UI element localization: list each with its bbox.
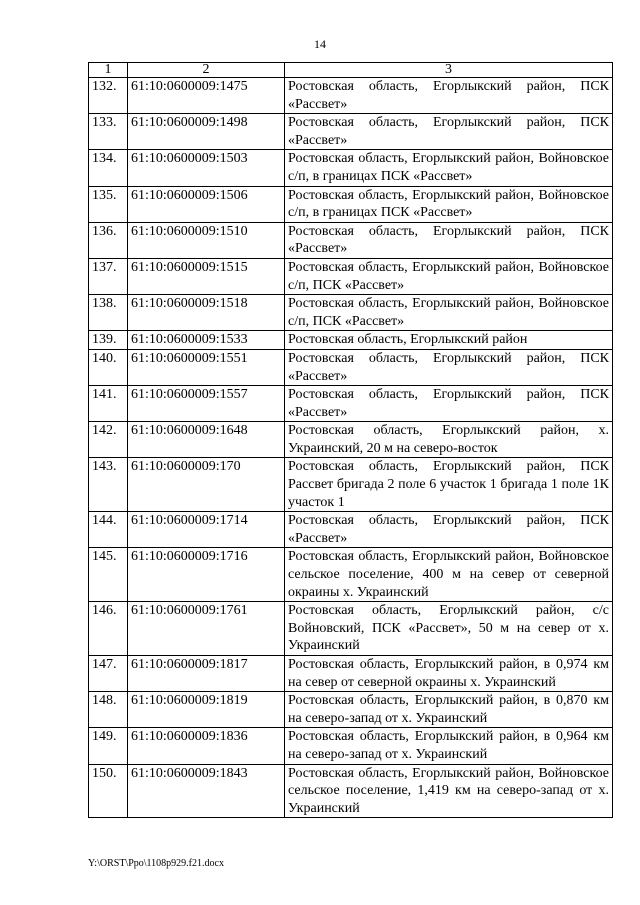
address-cell: Ростовская область, Егорлыкский район, ПСК «Рассвет»: [285, 512, 613, 548]
address-cell: Ростовская область, Егорлыкский район, Войновское сельское поселение, 400 м на север от северной окраины х. Украинский: [285, 548, 613, 602]
table-row: [89, 331, 613, 350]
cadastral-number: 61:10:0600009:1819: [128, 692, 285, 728]
table-row: [89, 458, 613, 512]
table-row: [89, 548, 613, 602]
cadastral-number: 61:10:0600009:1836: [128, 728, 285, 764]
column-header-number: 1: [89, 63, 128, 78]
cadastral-number: 61:10:0600009:1533: [128, 331, 285, 350]
address-cell: Ростовская область, Егорлыкский район, Войновское с/п, в границах ПСК «Рассвет»: [285, 150, 613, 186]
table-row: [89, 258, 613, 294]
row-number: 146.: [89, 602, 128, 656]
row-number: 138.: [89, 295, 128, 331]
row-number: 150.: [89, 764, 128, 818]
table-header: [89, 63, 613, 78]
cadastral-number: 61:10:0600009:1551: [128, 349, 285, 385]
table-row: [89, 222, 613, 258]
cadastral-number: 61:10:0600009:1498: [128, 114, 285, 150]
row-number: 132.: [89, 78, 128, 114]
address-cell: Ростовская область, Егорлыкский район, Войновское с/п, ПСК «Рассвет»: [285, 258, 613, 294]
page-number: 14: [314, 37, 326, 51]
table-row: [89, 114, 613, 150]
address-cell: Ростовская область, Егорлыкский район, в 0,964 км на северо-запад от х. Украинский: [285, 728, 613, 764]
cadastral-number: 61:10:0600009:1761: [128, 602, 285, 656]
row-number: 140.: [89, 349, 128, 385]
table-row: [89, 422, 613, 458]
cadastral-number: 61:10:0600009:1817: [128, 656, 285, 692]
address-cell: Ростовская область, Егорлыкский район, с/с Войновский, ПСК «Рассвет», 50 м на север от х. Украинский: [285, 602, 613, 656]
table-row: [89, 349, 613, 385]
cadastral-number: 61:10:0600009:170: [128, 458, 285, 512]
row-number: 142.: [89, 422, 128, 458]
table-row: [89, 150, 613, 186]
cadastral-number: 61:10:0600009:1510: [128, 222, 285, 258]
column-header-address: 3: [285, 63, 613, 78]
address-cell: Ростовская область, Егорлыкский район, ПСК «Рассвет»: [285, 78, 613, 114]
address-cell: Ростовская область, Егорлыкский район, Войновское с/п, ПСК «Рассвет»: [285, 295, 613, 331]
row-number: 147.: [89, 656, 128, 692]
table-row: [89, 386, 613, 422]
table-row: [89, 728, 613, 764]
address-cell: Ростовская область, Егорлыкский район, ПСК Рассвет бригада 2 поле 6 участок 1 бригада 1 поле 1К участок 1: [285, 458, 613, 512]
cadastral-number: 61:10:0600009:1716: [128, 548, 285, 602]
row-number: 135.: [89, 186, 128, 222]
row-number: 136.: [89, 222, 128, 258]
row-number: 145.: [89, 548, 128, 602]
row-number: 143.: [89, 458, 128, 512]
table-row: [89, 78, 613, 114]
address-cell: Ростовская область, Егорлыкский район, ПСК «Рассвет»: [285, 349, 613, 385]
table-row: [89, 295, 613, 331]
row-number: 139.: [89, 331, 128, 350]
cadastral-number: 61:10:0600009:1503: [128, 150, 285, 186]
document-path-footer: Y:\ORST\Ppo\1108p929.f21.docx: [88, 858, 224, 869]
row-number: 134.: [89, 150, 128, 186]
land-plots-table: [88, 62, 613, 818]
table-row: [89, 186, 613, 222]
address-cell: Ростовская область, Егорлыкский район, Войновское сельское поселение, 1,419 км на северо-запад от х. Украинский: [285, 764, 613, 818]
address-cell: Ростовская область, Егорлыкский район, Войновское с/п, в границах ПСК «Рассвет»: [285, 186, 613, 222]
table-body: [89, 78, 613, 818]
address-cell: Ростовская область, Егорлыкский район, ПСК «Рассвет»: [285, 386, 613, 422]
cadastral-number: 61:10:0600009:1518: [128, 295, 285, 331]
cadastral-number: 61:10:0600009:1506: [128, 186, 285, 222]
address-cell: Ростовская область, Егорлыкский район, в 0,974 км на север от северной окраины х. Украинский: [285, 656, 613, 692]
cadastral-number: 61:10:0600009:1714: [128, 512, 285, 548]
address-cell: Ростовская область, Егорлыкский район, ПСК «Рассвет»: [285, 222, 613, 258]
address-cell: Ростовская область, Егорлыкский район, в 0,870 км на северо-запад от х. Украинский: [285, 692, 613, 728]
row-number: 148.: [89, 692, 128, 728]
row-number: 137.: [89, 258, 128, 294]
row-number: 149.: [89, 728, 128, 764]
table-row: [89, 692, 613, 728]
row-number: 141.: [89, 386, 128, 422]
address-cell: Ростовская область, Егорлыкский район, ПСК «Рассвет»: [285, 114, 613, 150]
address-cell: Ростовская область, Егорлыкский район, х. Украинский, 20 м на северо-восток: [285, 422, 613, 458]
cadastral-number: 61:10:0600009:1648: [128, 422, 285, 458]
column-header-cadastral: 2: [128, 63, 285, 78]
table-row: [89, 512, 613, 548]
table-row: [89, 656, 613, 692]
address-cell: Ростовская область, Егорлыкский район: [285, 331, 613, 350]
table-row: [89, 764, 613, 818]
cadastral-number: 61:10:0600009:1515: [128, 258, 285, 294]
row-number: 144.: [89, 512, 128, 548]
cadastral-number: 61:10:0600009:1557: [128, 386, 285, 422]
cadastral-number: 61:10:0600009:1475: [128, 78, 285, 114]
row-number: 133.: [89, 114, 128, 150]
header-row: [89, 63, 613, 78]
table-row: [89, 602, 613, 656]
cadastral-number: 61:10:0600009:1843: [128, 764, 285, 818]
